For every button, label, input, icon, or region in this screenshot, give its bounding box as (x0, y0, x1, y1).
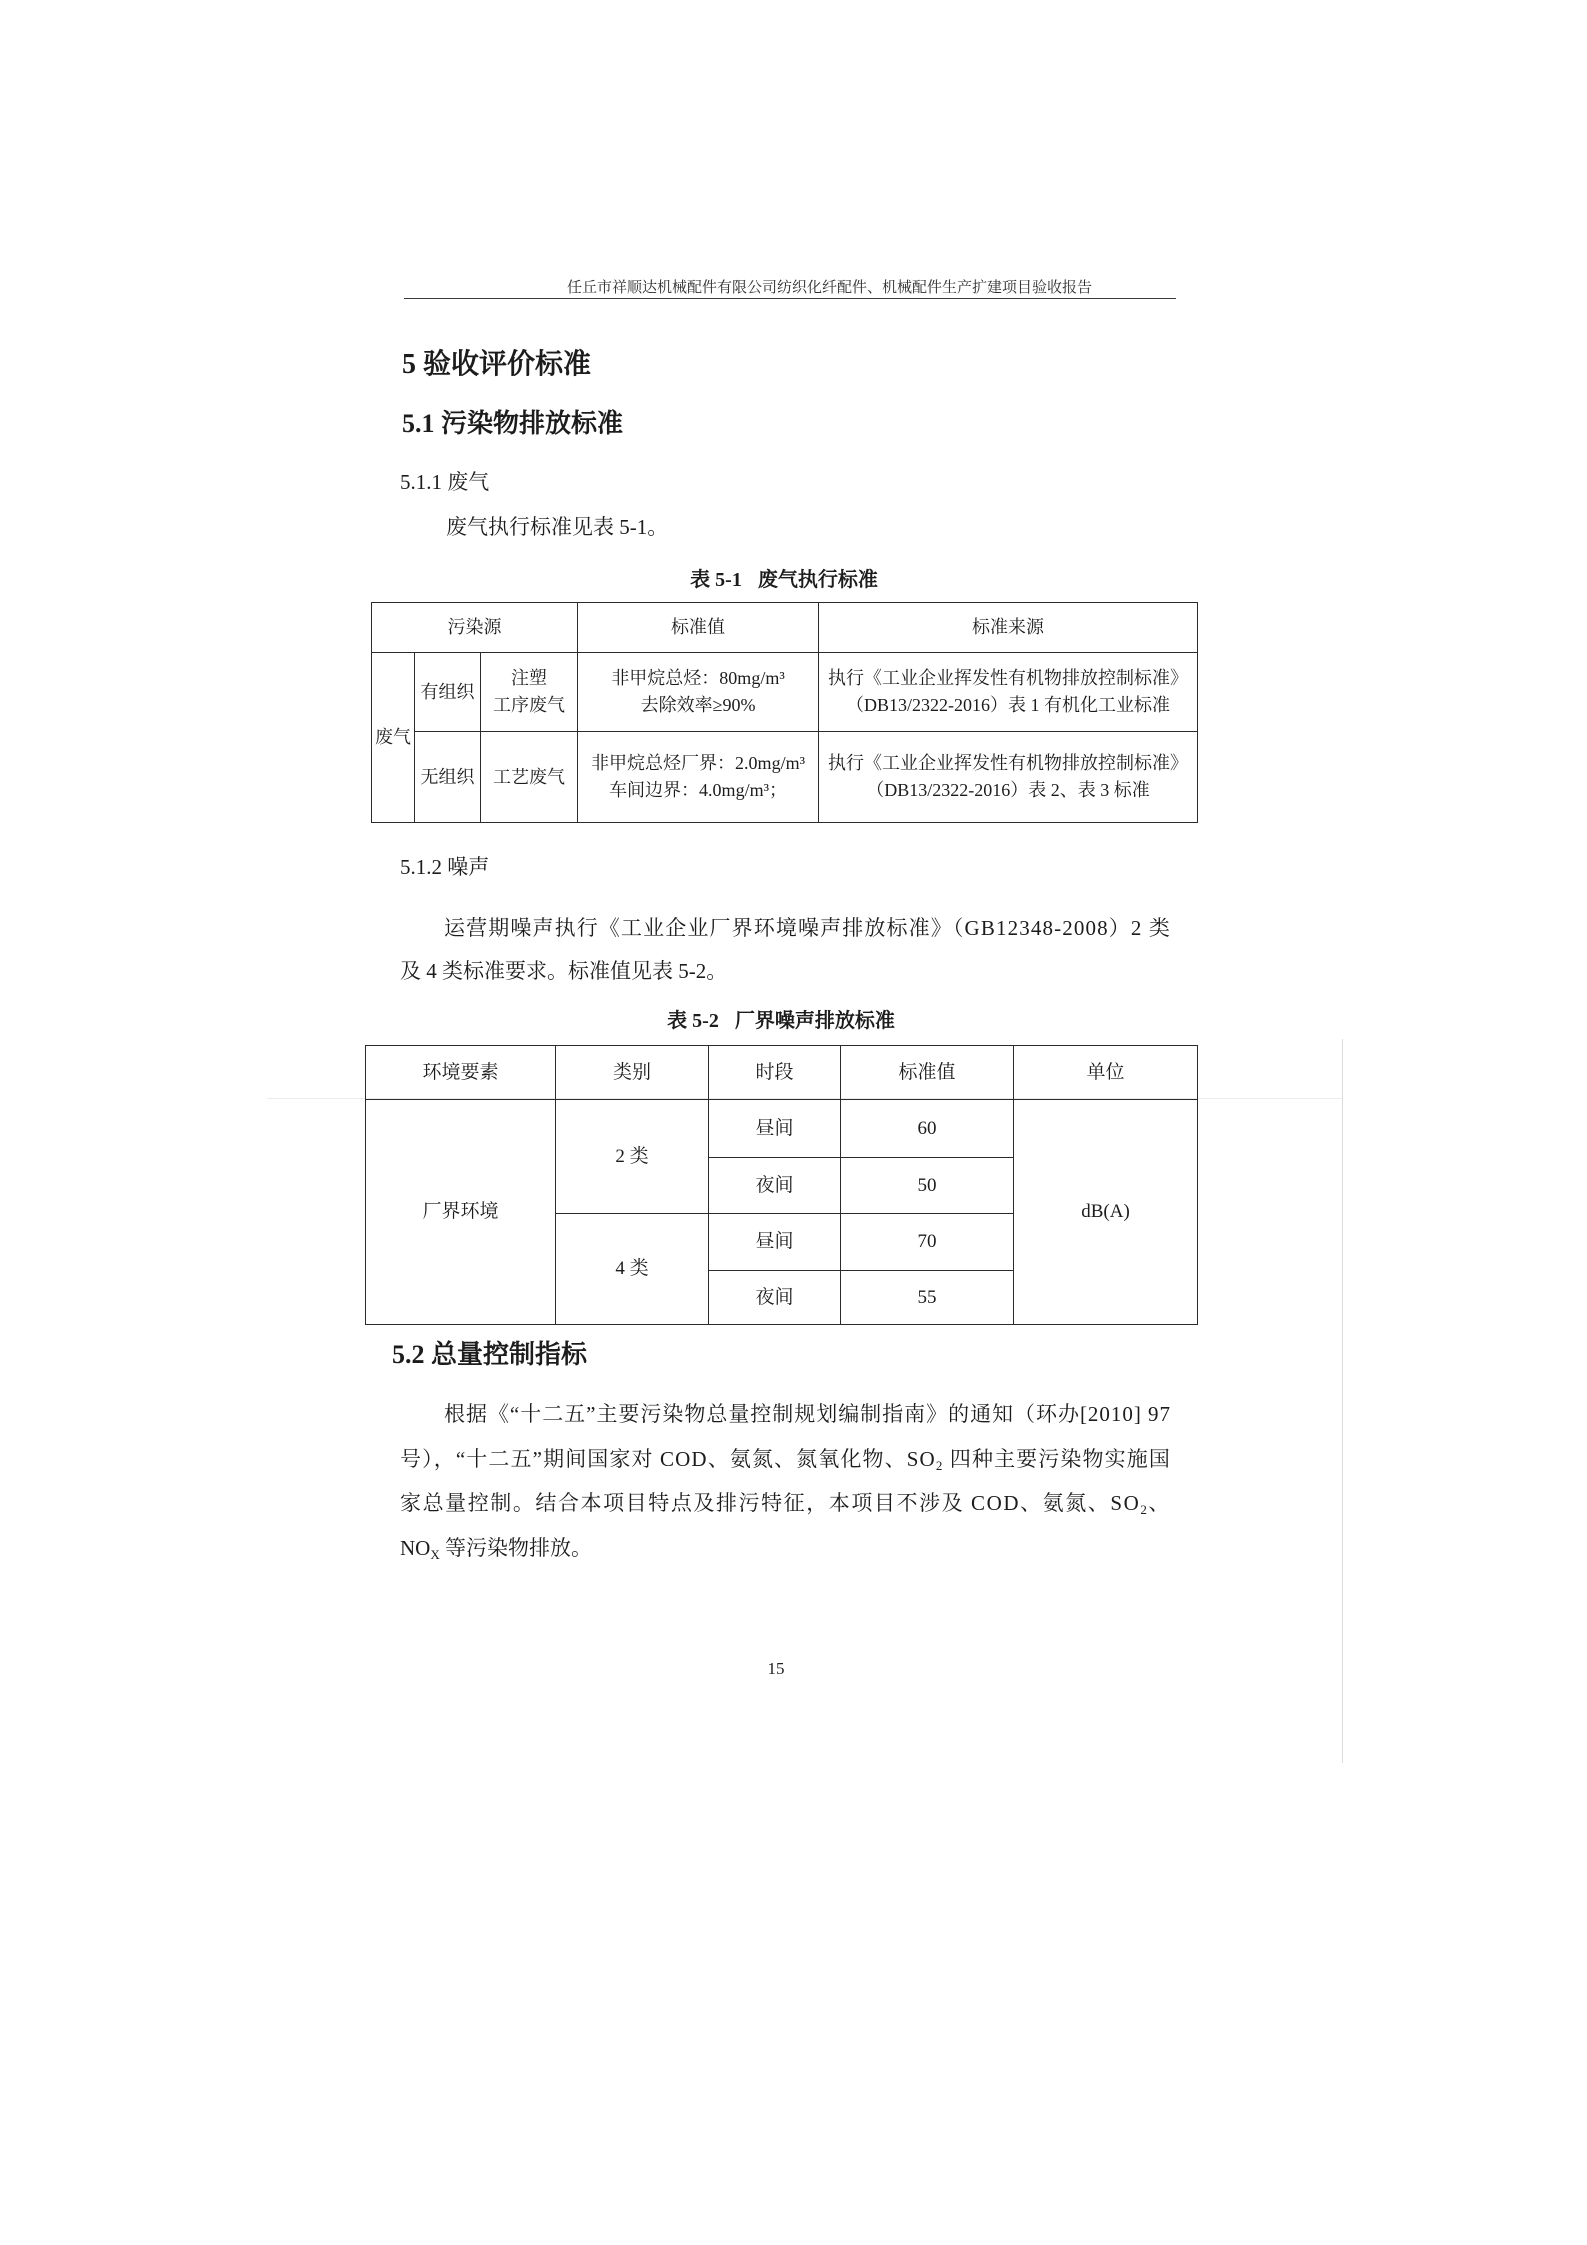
table-row (372, 732, 1198, 823)
noise-standard-table (365, 1045, 1198, 1325)
standard-basis-cell (819, 653, 1198, 732)
cell-line: 工序废气 (493, 695, 565, 715)
cell-line: 注塑 (511, 668, 547, 688)
line-text: 四种主要污染物实施国 (943, 1447, 1171, 1471)
table-row (366, 1100, 1198, 1158)
standard-value-cell: 55 (841, 1271, 1014, 1325)
header-category: 类别 (556, 1046, 709, 1100)
line-text: 家总量控制。结合本项目特点及排污特征，本项目不涉及 COD、氨氮、SO (400, 1491, 1141, 1515)
header-standard-value: 标准值 (578, 603, 819, 653)
category-cell: 4 类 (556, 1214, 709, 1325)
cell-line: 执行《工业企业挥发性有机物排放控制标准》 (828, 753, 1189, 773)
table-caption-5-2 (365, 1009, 1197, 1033)
exhaust-standard-table (371, 602, 1198, 823)
emission-source-cell (481, 653, 578, 732)
total-control-paragraph-line (400, 1447, 1171, 1471)
cell-line: 去除效率≥90% (640, 695, 756, 715)
line-text: 根据《“十二五”主要污染物总量控制规划编制指南》的通知（环办[2010] 97 (444, 1402, 1171, 1426)
line-text: 号），“十二五”期间国家对 COD、氨氮、氮氧化物、SO (400, 1447, 936, 1471)
cell-line: （DB13/2322-2016）表 2、表 3 标准 (866, 780, 1150, 800)
cell-line: 工艺废气 (493, 766, 565, 787)
table-header-row (372, 603, 1198, 653)
header-period: 时段 (709, 1046, 841, 1100)
table-caption-number: 表 5-1 (690, 569, 742, 591)
total-control-paragraph-line (400, 1536, 592, 1560)
page-number: 15 (767, 1659, 785, 1678)
standard-value-cell: 70 (841, 1214, 1014, 1271)
environment-element-cell: 厂界环境 (366, 1100, 556, 1325)
table-header-row (366, 1046, 1198, 1100)
line-text: 等污染物排放。 (439, 1536, 592, 1560)
section-heading-5-2: 5.2 总量控制指标 (392, 1340, 588, 1369)
emission-type-cell: 无组织 (415, 732, 481, 823)
cell-line: 执行《工业企业挥发性有机物排放控制标准》 (828, 668, 1189, 688)
header-unit: 单位 (1014, 1046, 1198, 1100)
exhaust-intro-text: 废气执行标准见表 5-1。 (446, 515, 669, 539)
header-rule (404, 298, 1176, 299)
unit-cell: dB(A) (1014, 1100, 1198, 1325)
section-heading-5-1: 5.1 污染物排放标准 (402, 409, 624, 438)
subscript: 2 (1140, 1501, 1149, 1517)
line-text: 、 (1148, 1491, 1171, 1515)
scan-artifact-line (1342, 1039, 1343, 1763)
period-cell: 夜间 (709, 1158, 841, 1214)
cell-line: 车间边界：4.0mg/m³； (609, 780, 787, 800)
header-standard-basis: 标准来源 (819, 603, 1198, 653)
table-caption-title: 废气执行标准 (757, 569, 878, 591)
cell-line: 非甲烷总烃：80mg/m³ (611, 668, 785, 688)
table-caption-title: 厂界噪声排放标准 (734, 1010, 895, 1032)
subsection-heading-exhaust: 5.1.1 废气 (400, 470, 490, 494)
noise-paragraph-line: 及 4 类标准要求。标准值见表 5-2。 (400, 959, 728, 983)
emission-source-cell (481, 732, 578, 823)
period-cell: 夜间 (709, 1271, 841, 1325)
subscript: 2 (935, 1457, 944, 1473)
header-pollution-source: 污染源 (372, 603, 578, 653)
period-cell: 昼间 (709, 1214, 841, 1271)
period-cell: 昼间 (709, 1100, 841, 1158)
category-cell: 2 类 (556, 1100, 709, 1214)
table-caption-number: 表 5-2 (667, 1010, 719, 1032)
cell-line: （DB13/2322-2016）表 1 有机化工业标准 (846, 695, 1171, 715)
emission-type-cell: 有组织 (415, 653, 481, 732)
running-header-title: 任丘市祥顺达机械配件有限公司纺织化纤配件、机械配件生产扩建项目验收报告 (567, 280, 1093, 296)
pollutant-category-cell: 废气 (372, 653, 415, 823)
noise-paragraph-line: 运营期噪声执行《工业企业厂界环境噪声排放标准》（GB12348-2008）2 类 (444, 916, 1171, 940)
subscript: X (430, 1546, 440, 1562)
total-control-paragraph-line (400, 1491, 1171, 1515)
chapter-heading: 5 验收评价标准 (402, 349, 592, 380)
standard-basis-cell (819, 732, 1198, 823)
line-text: NO (400, 1536, 431, 1560)
table-row (372, 653, 1198, 732)
total-control-paragraph-line (444, 1402, 1171, 1426)
header-environment-element: 环境要素 (366, 1046, 556, 1100)
standard-value-cell: 50 (841, 1158, 1014, 1214)
standard-value-cell: 60 (841, 1100, 1014, 1158)
standard-value-cell (578, 653, 819, 732)
header-standard-value: 标准值 (841, 1046, 1014, 1100)
standard-value-cell (578, 732, 819, 823)
cell-line: 非甲烷总烃厂界：2.0mg/m³ (591, 753, 805, 773)
table-caption-5-1 (371, 568, 1197, 592)
subsection-heading-noise: 5.1.2 噪声 (400, 855, 490, 879)
